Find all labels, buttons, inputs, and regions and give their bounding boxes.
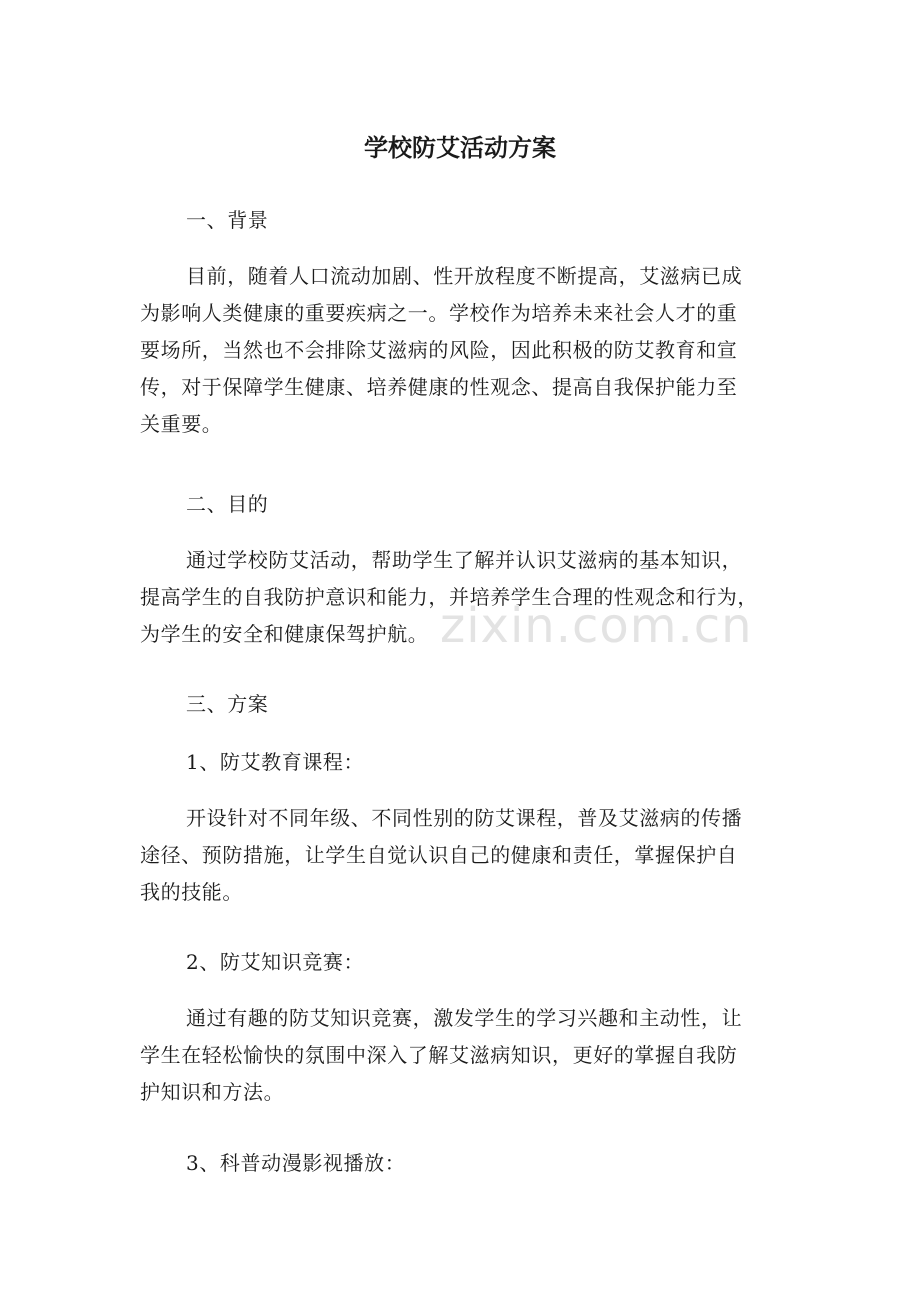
item-heading-animation-video: 3、科普动漫影视播放： xyxy=(186,1151,406,1175)
paragraph-line: 为学生的安全和健康保驾护航。 xyxy=(140,622,429,646)
paragraph-knowledge-contest xyxy=(140,1000,780,1111)
paragraph-line: 我的技能。 xyxy=(140,880,243,904)
watermark-text: zixin.com.cn xyxy=(440,598,753,654)
document-title: 学校防艾活动方案 xyxy=(364,134,556,162)
section-heading-background: 一、背景 xyxy=(186,208,269,232)
item-heading-knowledge-contest: 2、防艾知识竞赛： xyxy=(186,950,365,974)
paragraph-line: 为影响人类健康的重要疾病之一。学校作为培养未来社会人才的重 xyxy=(140,301,738,325)
paragraph-line: 目前，随着人口流动加剧、性开放程度不断提高，艾滋病已成 xyxy=(186,264,743,288)
paragraph-line: 要场所，当然也不会排除艾滋病的风险，因此积极的防艾教育和宣 xyxy=(140,338,738,362)
paragraph-background xyxy=(140,258,780,443)
paragraph-line: 关重要。 xyxy=(140,412,223,436)
paragraph-education-course xyxy=(140,800,780,911)
paragraph-line: 学生在轻松愉快的氛围中深入了解艾滋病知识，更好的掌握自我防 xyxy=(140,1043,738,1067)
section-heading-purpose: 二、目的 xyxy=(186,492,269,516)
section-heading-plan: 三、方案 xyxy=(186,692,269,716)
paragraph-line: 开设针对不同年级、不同性别的防艾课程，普及艾滋病的传播 xyxy=(186,806,743,830)
paragraph-line: 途径、预防措施，让学生自觉认识自己的健康和责任，掌握保护自 xyxy=(140,843,738,867)
paragraph-line: 护知识和方法。 xyxy=(140,1080,285,1104)
paragraph-line: 提高学生的自我防护意识和能力，并培养学生合理的性观念和行为， xyxy=(140,585,758,609)
item-heading-education-course: 1、防艾教育课程： xyxy=(186,750,365,774)
paragraph-line: 通过有趣的防艾知识竞赛，激发学生的学习兴趣和主动性，让 xyxy=(186,1006,743,1030)
paragraph-line: 通过学校防艾活动，帮助学生了解并认识艾滋病的基本知识， xyxy=(186,548,743,572)
paragraph-line: 传，对于保障学生健康、培养健康的性观念、提高自我保护能力至 xyxy=(140,375,738,399)
